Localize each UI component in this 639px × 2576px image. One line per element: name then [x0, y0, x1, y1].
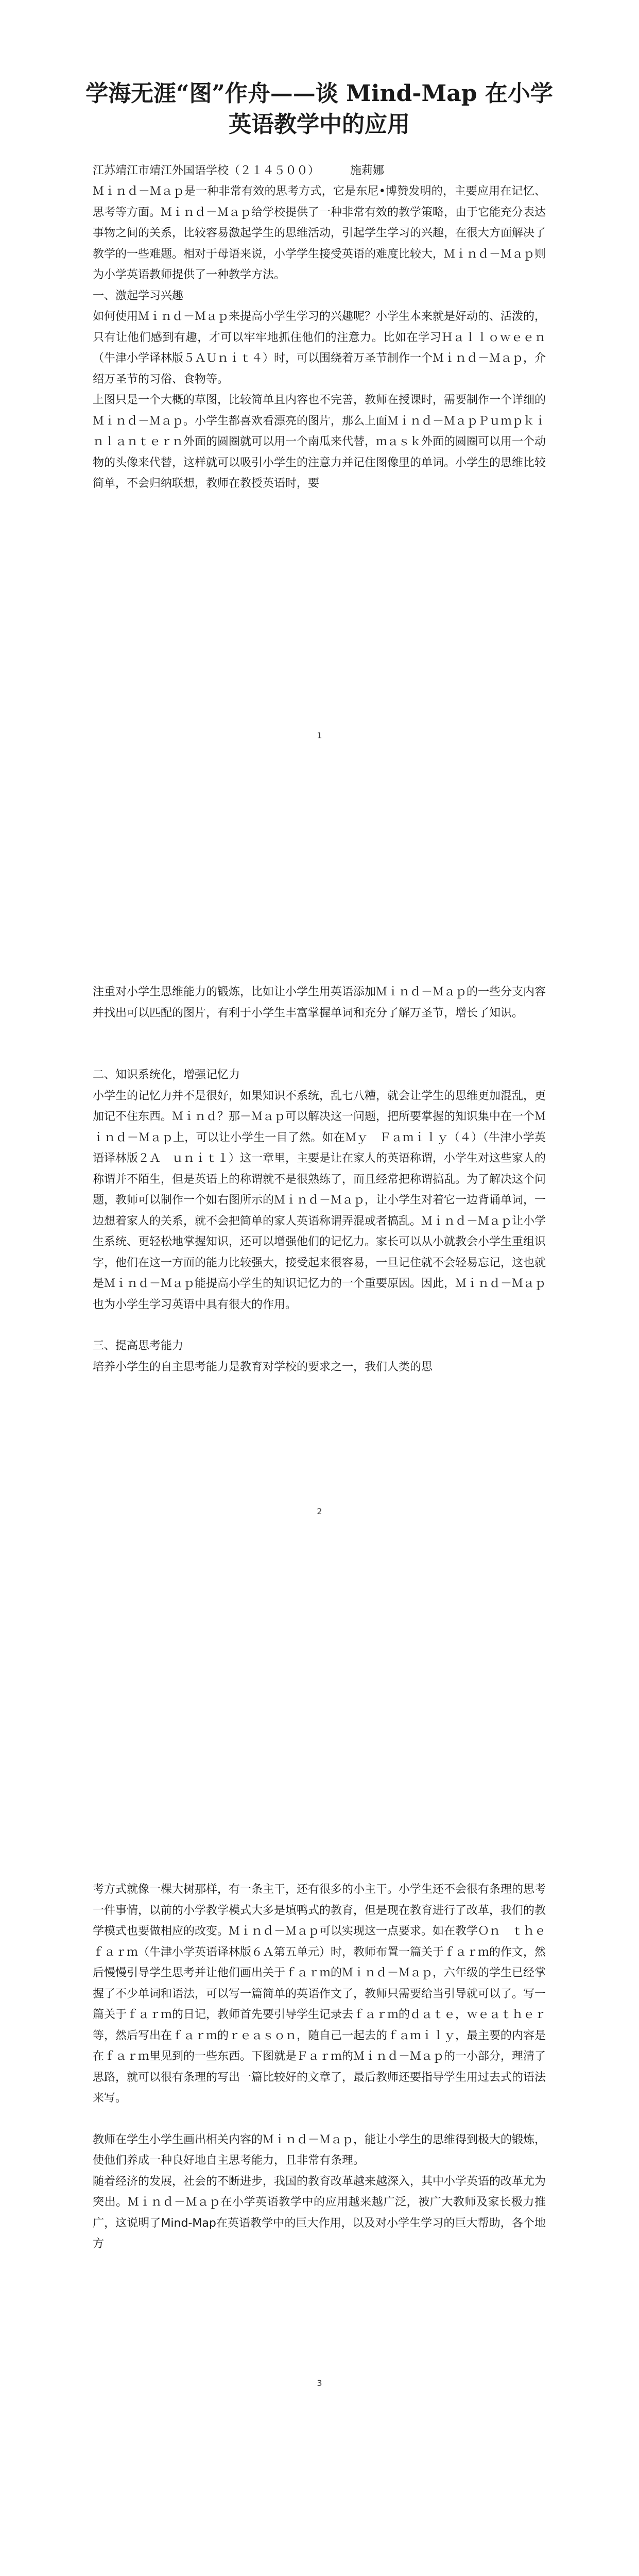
section-heading: 二、知识系统化，增强记忆力 [93, 1069, 240, 1081]
page-2 [0, 904, 639, 1807]
page-number: 3 [317, 2378, 322, 2388]
page-3-body [93, 1879, 558, 2255]
paragraph: 考方式就像一棵大树那样，有一条主干，还有很多的小主干。小学生还不会很有条理的思考一件事情，以前的小学教学模式大多是填鸭式的教育，但是现在教育进行了改革，我们的教学模式也要做相应的改变。Ｍｉｎｄ－Ｍａｐ可以实现这一点要求。如在教学Ｏｎ ｔｈｅ ｆａｒｍ（牛津小学英语译林版６Ａ第五单元）时，教师布置一篇关于ｆａｒｍ的作文，然后慢慢引导学生思考并让他们画出关于ｆａｒｍ的Ｍｉｎｄ－Ｍａｐ，六年级的学生已经掌握了不少单词和语法，可以写一篇简单的英语作文了，教师只需要给当引导就可以了。写一篇关于ｆａｒｍ的日记，教师首先要引导学生记录去ｆａｒｍ的ｄａｔｅ，ｗｅａｔｈｅｒ等，然后写出在ｆａｒｍ的ｒｅａｓｏｎ，随自己一起去的ｆａｍｉｌｙ，最主要的内容是在ｆａｒｍ里见到的一些东西。下图就是Ｆａｒｍ的Ｍｉｎｄ－Ｍａｐ的一小部分，理清了思路，就可以很有条理的写出一篇比较好的文章了，最后教师还要指导学生用过去式的语法来写。 [93, 1883, 558, 2105]
paragraph: 上图只是一个大概的草图，比较简单且内容也不完善，教师在授课时，需要制作一个详细的Ｍｉｎｄ－Ｍａｐ。小学生都喜欢看漂亮的图片，那么上面Ｍｉｎｄ－ＭａｐＰｕｍｐｋｉｎｌａｎｔｅｒｎ外面的圆圈就可以用一个南瓜来代替，ｍａｓｋ外面的圆圈可以用一个动物的头像来代替，这样就可以吸引小学生的注意力并记住图像里的单词。小学生的思维比较简单，不会归纳联想，教师在教授英语时，要 [93, 394, 546, 490]
author-name: 施莉娜 [350, 164, 385, 177]
paragraph: 教师在学生小学生画出相关内容的Ｍｉｎｄ－Ｍａｐ，能让小学生的思维得到极大的锻炼，使他们养成一种良好地自主思考能力，且非常有条理。 [93, 2133, 546, 2167]
byline [93, 161, 546, 181]
page-number: 2 [317, 1506, 322, 1516]
spacer [93, 1315, 546, 1336]
article-title: 学海无涯“图”作舟——谈 Mind-Map 在小学英语教学中的应用 [85, 80, 553, 138]
page-3 [0, 1807, 639, 2576]
page-1-body [93, 161, 546, 495]
paragraph: 培养小学生的自主思考能力是教育对学校的要求之一，我们人类的思 [93, 1360, 433, 1374]
section-heading: 一、激起学习兴趣 [93, 289, 184, 302]
page-number: 1 [317, 731, 322, 740]
page-2-body [93, 982, 546, 1378]
page-1 [0, 0, 639, 904]
paragraph: Ｍｉｎｄ－Ｍａｐ是一种非常有效的思考方式，它是东尼•博赞发明的，主要应用在记忆、思考等方面。Ｍｉｎｄ－Ｍａｐ给学校提供了一种非常有效的教学策略，由于它能充分表达事物之间的关系，比较容易激起学生的思维活动，引起学生学习的兴趣，在很大方面解决了教学的一些难题。相对于母语来说，小学学生接受英语的难度比较大，Ｍｉｎｄ－Ｍａｐ则为小学英语教师提供了一种教学方法。 [93, 185, 546, 281]
spacer [93, 1024, 546, 1065]
paragraph: 如何使用Ｍｉｎｄ－Ｍａｐ来提高小学生学习的兴趣呢？小学生本来就是好动的、活泼的，只有让他们感到有趣，才可以牢牢地抓住他们的注意力。比如在学习Ｈａｌｌｏｗｅｅｎ（牛津小学译林版５ＡＵｎｉｔ４）时，可以围绕着万圣节制作一个Ｍｉｎｄ－Ｍａｐ，介绍万圣节的习俗、食物等。 [93, 310, 546, 386]
school-name: 江苏靖江市靖江外国语学校（２１４５００） [93, 164, 320, 177]
spacer [93, 2109, 546, 2130]
section-heading: 三、提高思考能力 [93, 1340, 184, 1352]
paragraph: 随着经济的发展，社会的不断进步，我国的教育改革越来越深入，其中小学英语的改革尤为突出。Ｍｉｎｄ－Ｍａｐ在小学英语教学中的应用越来越广泛，被广大教师及家长极力推广，这说明了Mind-Map在英语教学中的巨大作用，以及对小学生学习的巨大帮助，各个地方 [93, 2175, 546, 2250]
paragraph: 注重对小学生思维能力的锻炼，比如让小学生用英语添加Ｍｉｎｄ－Ｍａｐ的一些分支内容并找出可以匹配的图片，有利于小学生丰富掌握单词和充分了解万圣节，增长了知识。 [93, 986, 546, 1020]
paragraph: 小学生的记忆力并不是很好，如果知识不系统，乱七八糟，就会让学生的思维更加混乱，更加记不住东西。Ｍｉｎｄ？那－Ｍａｐ可以解决这一问题，把所要掌握的知识集中在一个Ｍｉｎｄ－Ｍａｐ上，可以让小学生一目了然。如在Ｍｙ Ｆａｍｉｌｙ（４）（牛津小学英语译林版２Ａ ｕｎｉｔ１）这一章里，主要是让在家人的英语称谓，小学生对这些家人的称谓并不陌生，但是英语上的称谓就不是很熟练了，而且经常把称谓搞乱。为了解决这个问题，教师可以制作一个如右图所示的Ｍｉｎｄ－Ｍａｐ，让小学生对着它一边背诵单词，一边想着家人的关系，就不会把简单的家人英语称谓弄混或者搞乱。Ｍｉｎｄ－Ｍａｐ让小学生系统、更轻松地掌握知识，还可以增强他们的记忆力。家长可以从小就教会小学生重组识字，他们在这一方面的能力比较强大，接受起来很容易，一旦记住就不会轻易忘记，这也就是Ｍｉｎｄ－Ｍａｐ能提高小学生的知识记忆力的一个重要原因。因此，Ｍｉｎｄ－Ｍａｐ也为小学生学习英语中具有很大的作用。 [93, 1089, 546, 1311]
